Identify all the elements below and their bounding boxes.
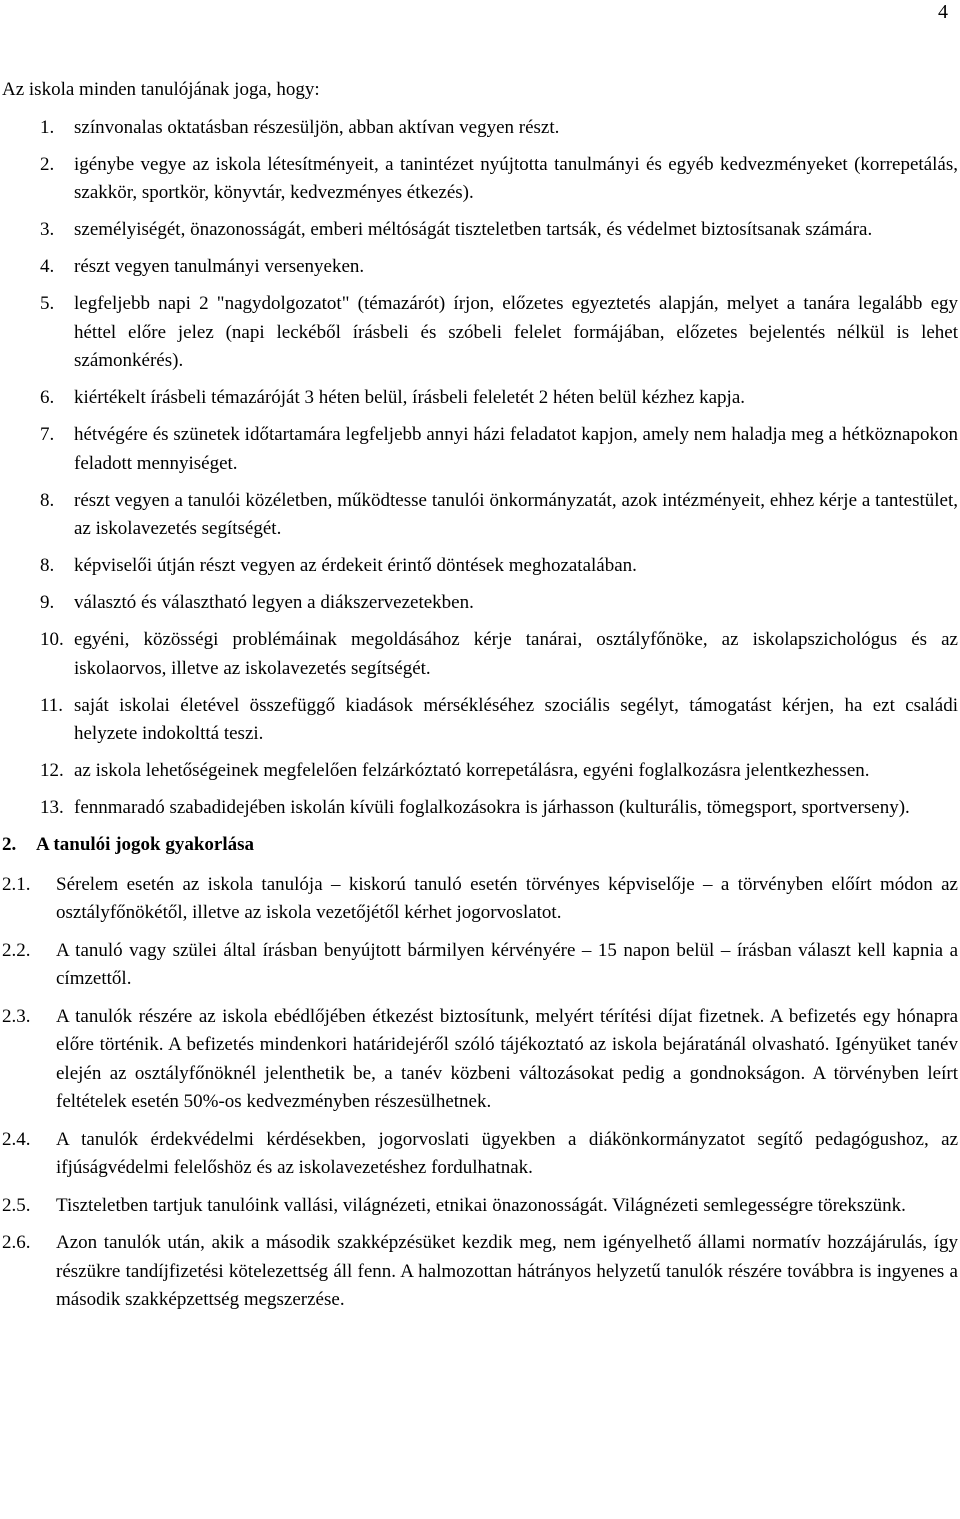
section-heading [2, 831, 958, 860]
list-item-text: részt vegyen tanulmányi versenyeken. [74, 256, 365, 277]
list-item [2, 216, 958, 245]
subsection-number: 2.2. [2, 939, 31, 961]
list-item-number: 13. [40, 797, 64, 818]
subsection-text: A tanulók részére az iskola ebédlőjében étkezést biztosítunk, melyért térítési díjat fizetnek. A befizetés egy hónapra előre történik. A befizetés mindenkori határidejéről szóló tájékoztató az iskola bejáratánál olvasható. Igényüket tanév elején az osztályfőnöknél jelenthetik be, a tanév közbeni változásokat pedig a gondnokságon. A törvényben leírt feltételek esetén 50%-os kedvezményben részesülhetnek. [56, 1005, 958, 1112]
list-item [2, 487, 958, 544]
list-item [2, 692, 958, 749]
list-item-number: 5. [40, 293, 55, 314]
list-item [2, 253, 958, 282]
list-item-text: részt vegyen a tanulói közéletben, működtesse tanulói önkormányzatát, azok intézményeit, ehhez kérje a tantestület, az iskolavezetés segítségét. [74, 489, 958, 539]
section-number: 2. [2, 834, 17, 855]
subsection-number: 2.3. [2, 1005, 31, 1027]
list-item-number: 4. [40, 256, 55, 277]
list-item [2, 114, 958, 143]
list-item-text: választó és választható legyen a diákszervezetekben. [74, 592, 474, 613]
list-item-number: 1. [40, 116, 55, 138]
subsection-number: 2.1. [2, 873, 31, 895]
subsection-number: 2.5. [2, 1194, 31, 1216]
subsection-item [2, 937, 958, 994]
subsection-item [2, 1126, 958, 1183]
list-item-number: 3. [40, 219, 55, 240]
list-item [2, 757, 958, 786]
list-item-number: 7. [40, 424, 55, 445]
list-item-text: személyiségét, önazonosságát, emberi méltóságát tiszteletben tartsák, és védelmet biztosítsanak számára. [74, 219, 873, 240]
subsection-number: 2.6. [2, 1232, 31, 1253]
list-item [2, 794, 958, 823]
subsection-item [2, 1192, 958, 1221]
list-item-number: 10. [40, 629, 64, 650]
list-item [2, 384, 958, 413]
list-item-number: 8. [40, 489, 55, 511]
list-item-text: színvonalas oktatásban részesüljön, abban aktívan vegyen részt. [74, 116, 560, 138]
list-item-number: 11. [40, 694, 64, 716]
list-item [2, 626, 958, 683]
subsection-number: 2.4. [2, 1128, 31, 1150]
list-item-text: az iskola lehetőségeinek megfelelően felzárkóztató korrepetálásra, egyéni foglalkozásra jelentkezhessen. [74, 760, 870, 781]
list-item-number: 12. [40, 760, 64, 781]
list-item [2, 589, 958, 618]
list-item-number: 6. [40, 387, 55, 408]
list-item-text: igénybe vegye az iskola létesítményeit, a tanintézet nyújtotta tanulmányi és egyéb kedvezményeket (korrepetálás, szakkör, sportkör, könyvtár, kedvezményes étkezés). [74, 153, 958, 203]
list-item-number: 2. [40, 153, 55, 175]
list-item-text: egyéni, közösségi problémáinak megoldásához kérje tanárai, osztályfőnöke, az iskolapszichológus és az iskolaorvos, illetve az iskolavezetés segítségét. [74, 629, 958, 679]
list-item-text: legfeljebb napi 2 "nagydolgozatot" (témazárót) írjon, előzetes egyeztetés alapján, melyet a tanára legalább egy héttel előre jelez (napi leckéből írásbeli és szóbeli felelet formájában, előzetes bejelentés nélkül is lehet számonkérés). [74, 293, 958, 371]
subsection-item [2, 1229, 958, 1315]
list-item [2, 552, 958, 581]
subsection-text: A tanulók érdekvédelmi kérdésekben, jogorvoslati ügyekben a diákönkormányzatot segítő pedagógushoz, az ifjúságvédelmi felelőshöz és az iskolavezetéshez fordulhatnak. [56, 1128, 958, 1178]
document-body [2, 76, 958, 1324]
list-item-text: kiértékelt írásbeli témazáróját 3 héten belül, írásbeli feleletét 2 héten belül kézhez kapja. [74, 387, 746, 408]
subsection-text: A tanuló vagy szülei által írásban benyújtott bármilyen kérvényére – 15 napon belül – írásban választ kell kapnia a címzettől. [56, 939, 958, 989]
list-item-number: 8. [40, 555, 55, 576]
subsection-list [2, 871, 958, 1315]
list-item [2, 421, 958, 478]
list-item [2, 290, 958, 376]
subsection-item [2, 871, 958, 928]
subsection-text: Tiszteletben tartjuk tanulóink vallási, világnézeti, etnikai önazonosságát. Világnézeti semlegességre törekszünk. [56, 1194, 906, 1216]
list-item-text: fennmaradó szabadidejében iskolán kívüli foglalkozásokra is járhasson (kulturális, tömegsport, sportverseny). [74, 797, 910, 818]
list-item-text: képviselői útján részt vegyen az érdekeit érintő döntések meghozatalában. [74, 555, 637, 576]
rights-list [2, 114, 958, 823]
section-title: A tanulói jogok gyakorlása [36, 834, 255, 855]
list-item-text: saját iskolai életével összefüggő kiadások mérsékléséhez szociális segélyt, támogatást kérjen, ha ezt családi helyzete indokolttá teszi. [74, 694, 958, 744]
page-number: 4 [938, 1, 948, 23]
subsection-item [2, 1003, 958, 1117]
list-item-number: 9. [40, 592, 55, 613]
list-item-text: hétvégére és szünetek időtartamára legfeljebb annyi házi feladatot kapjon, amely nem haladja meg a hétköznapokon feladott mennyiséget. [74, 424, 958, 474]
list-item [2, 151, 958, 208]
subsection-text: Azon tanulók után, akik a második szakképzésüket kezdik meg, nem igényelhető állami normatív hozzájárulás, így részükre tandíjfizetési kötelezettség áll fenn. A halmozottan hátrányos helyzetű tanulók részére továbbra is ingyenes a második szakképzettség megszerzése. [56, 1232, 958, 1310]
subsection-text: Sérelem esetén az iskola tanulója – kiskorú tanuló esetén törvényes képviselője – a törvényben előírt módon az osztályfőnökétől, illetve az iskola vezetőjétől kérhet jogorvoslatot. [56, 873, 958, 923]
rights-intro: Az iskola minden tanulójának joga, hogy: [2, 79, 320, 100]
